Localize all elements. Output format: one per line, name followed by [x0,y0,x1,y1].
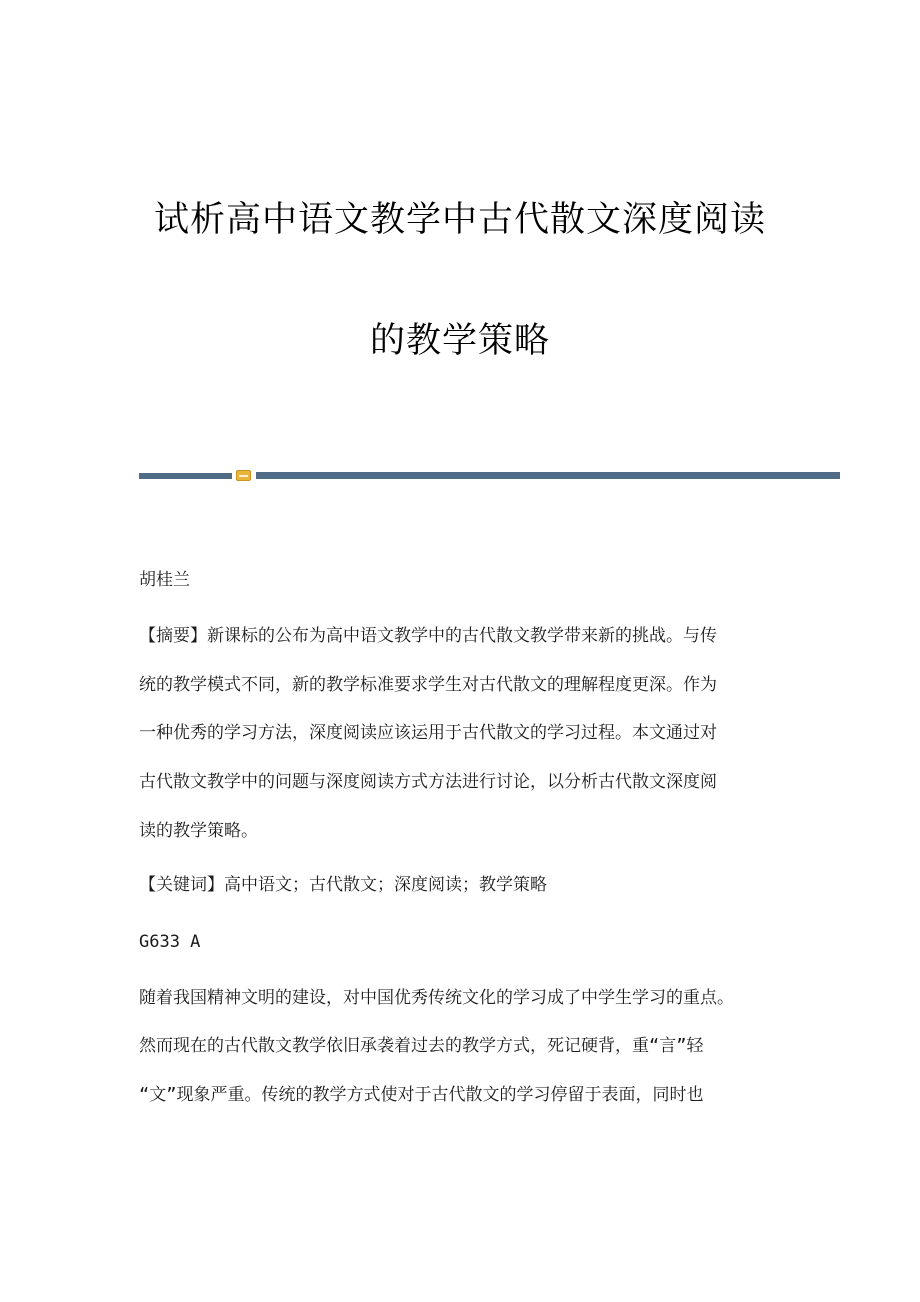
keywords-text: 高中语文；古代散文；深度阅读；教学策略 [224,875,547,895]
classification-code: G633 A [139,932,201,952]
document-title-line-2: 的教学策略 [369,321,550,361]
abstract-line-3: 一种优秀的学习方法，深度阅读应该运用于古代散文的学习过程。本文通过对 [139,723,717,743]
body-line-2: 然而现在的古代散文教学依旧承袭着过去的教学方式，死记硬背，重“言”轻 [139,1036,704,1056]
abstract-text-1: 新课标的公布为高中语文教学中的古代散文教学带来新的挑战。与传 [207,626,717,646]
author-name: 胡桂兰 [139,570,190,590]
abstract-line-1 [139,625,717,647]
body-line-1: 随着我国精神文明的建设，对中国优秀传统文化的学习成了中学生学习的重点。 [139,988,734,1008]
section-divider [139,470,840,482]
abstract-line-2: 统的教学模式不同，新的教学标准要求学生对古代散文的理解程度更深。作为 [139,675,717,695]
abstract-line-5: 读的教学策略。 [139,821,258,841]
document-title-line-1: 试析高中语文教学中古代散文深度阅读 [153,200,766,240]
keywords-line [139,874,547,896]
abstract-line-4: 古代散文教学中的问题与深度阅读方式方法进行讨论，以分析古代散文深度阅 [139,772,717,792]
divider-emblem-icon [236,470,251,481]
body-line-3: “文”现象严重。传统的教学方式使对于古代散文的学习停留于表面，同时也 [139,1085,704,1105]
divider-bar-left [139,473,232,479]
divider-bar-right [256,472,840,479]
keywords-label: 【关键词】 [139,875,224,895]
abstract-label: 【摘要】 [139,626,207,646]
